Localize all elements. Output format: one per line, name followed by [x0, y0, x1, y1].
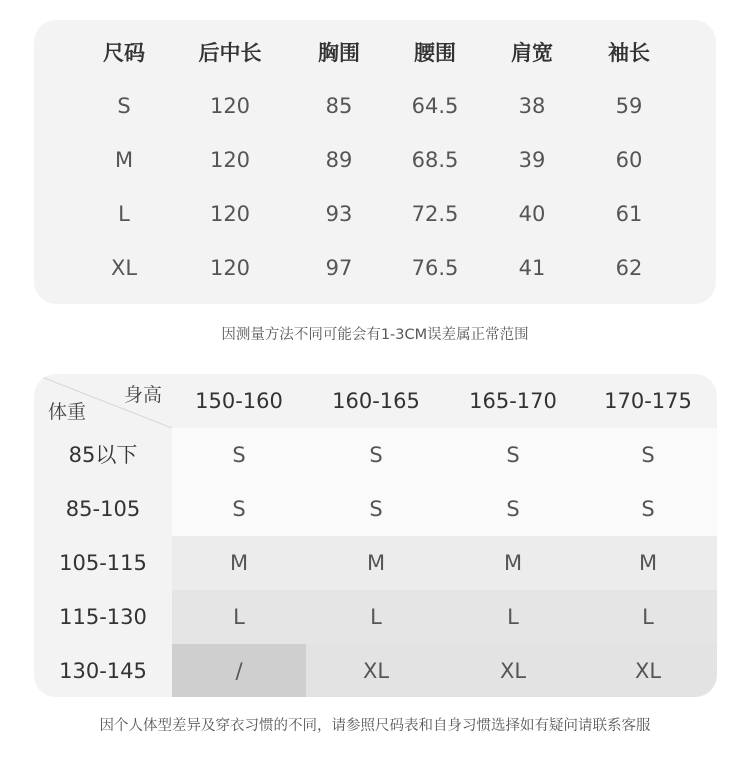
size-cell: S: [369, 443, 383, 467]
size-cell: S: [117, 94, 131, 118]
table-row: [34, 536, 717, 590]
size-cell: L: [233, 605, 245, 629]
size-cell: S: [232, 443, 246, 467]
size-cell: S: [641, 443, 655, 467]
height-header-row: [34, 374, 717, 428]
size-cell: 72.5: [411, 202, 459, 226]
size-cell: 93: [325, 202, 353, 226]
size-cell: M: [503, 551, 523, 575]
header-size: 尺码: [103, 41, 145, 65]
size-table-header: [34, 26, 716, 80]
weight-height-table: [34, 374, 717, 697]
size-cell: M: [114, 148, 134, 172]
size-cell: 97: [325, 256, 353, 280]
height-header: 170-175: [604, 389, 692, 413]
size-cell: 68.5: [411, 148, 459, 172]
table-row: [34, 79, 716, 133]
size-cell: M: [638, 551, 658, 575]
size-cell: L: [118, 202, 130, 226]
size-cell: 60: [615, 148, 643, 172]
size-cell: 62: [615, 256, 643, 280]
size-cell: 64.5: [411, 94, 459, 118]
size-cell: M: [366, 551, 386, 575]
header-sleeve: 袖长: [608, 41, 650, 65]
size-cell: 40: [518, 202, 546, 226]
size-cell: 120: [209, 256, 251, 280]
height-header: 165-170: [469, 389, 557, 413]
size-cell: L: [642, 605, 654, 629]
weight-label: 115-130: [59, 605, 147, 629]
size-cell: S: [369, 497, 383, 521]
size-cell: S: [641, 497, 655, 521]
table-row: [34, 428, 717, 482]
size-cell: 41: [518, 256, 546, 280]
table-row: [34, 241, 716, 295]
size-cell: S: [232, 497, 246, 521]
header-shoulder: 肩宽: [511, 41, 553, 65]
size-cell: L: [370, 605, 382, 629]
table-row: [34, 644, 717, 697]
weight-label: 85以下: [68, 443, 138, 467]
size-cell: 120: [209, 148, 251, 172]
size-cell: 76.5: [411, 256, 459, 280]
size-cell: 85: [325, 94, 353, 118]
weight-label: 85-105: [65, 497, 141, 521]
header-back-length: 后中长: [198, 41, 262, 65]
table-row: [34, 482, 717, 536]
size-cell: 39: [518, 148, 546, 172]
size-cell: 120: [209, 94, 251, 118]
size-cell: 61: [615, 202, 643, 226]
size-cell: XL: [634, 659, 662, 683]
corner-weight-label: 体重: [48, 401, 87, 423]
corner-height-label: 身高: [123, 384, 162, 406]
table-row: [34, 187, 716, 241]
size-cell: S: [506, 443, 520, 467]
header-bust: 胸围: [318, 41, 360, 65]
size-cell: XL: [110, 256, 138, 280]
weight-label: 130-145: [59, 659, 147, 683]
table-row: [34, 590, 717, 644]
fit-advice-note: 因个人体型差异及穿衣习惯的不同，请参照尺码表和自身习惯选择如有疑问请联系客服: [99, 718, 651, 734]
size-cell: 38: [518, 94, 546, 118]
size-cell: M: [229, 551, 249, 575]
size-cell: S: [506, 497, 520, 521]
size-cell: XL: [499, 659, 527, 683]
height-header: 150-160: [195, 389, 283, 413]
size-cell: 89: [325, 148, 353, 172]
size-cell: 120: [209, 202, 251, 226]
measurement-note: 因测量方法不同可能会有1-3CM误差属正常范围: [221, 327, 529, 343]
size-cell: XL: [362, 659, 390, 683]
size-cell: L: [507, 605, 519, 629]
size-cell: /: [235, 659, 243, 683]
size-chart-table: [34, 20, 716, 304]
height-header: 160-165: [332, 389, 420, 413]
table-row: [34, 133, 716, 187]
header-waist: 腰围: [414, 41, 456, 65]
weight-label: 105-115: [59, 551, 147, 575]
size-cell: 59: [615, 94, 643, 118]
